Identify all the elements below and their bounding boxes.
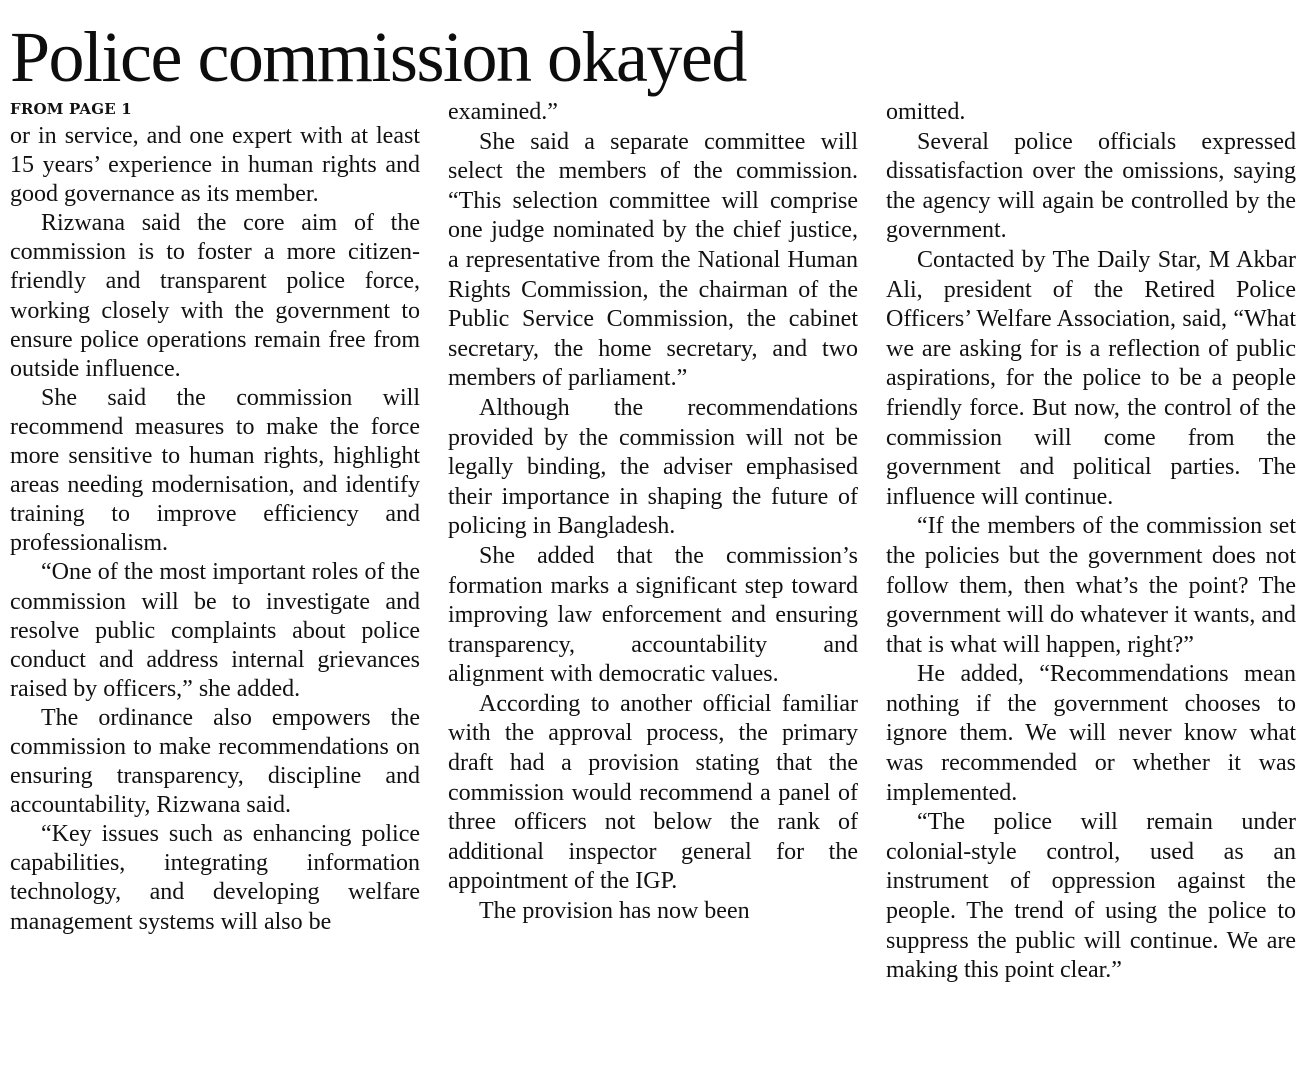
paragraph: Rizwana said the core aim of the commission is to foster a more citizen-friendly and transparent police force, working closely with the government to ensure police operations remain free from outside influence. [10, 210, 420, 382]
paragraph: omitted. [886, 99, 966, 125]
paragraph: “The police will remain under colonial-style control, used as an instrument of oppression against the people. The trend of using the police to suppress the public will continue. We are making this point clear.” [886, 809, 1296, 984]
paragraph: He added, “Recommendations mean nothing if the government chooses to ignore them. We will never know what was recommended or whether it was implemented. [886, 661, 1296, 806]
paragraph: According to another official familiar with the approval process, the primary draft had a provision stating that the commission would recommend a panel of three officers not below the rank of additional inspector general for the appointment of the IGP. [448, 690, 858, 895]
paragraph: She said a separate committee will select the members of the commission. “This selection committee will comprise one judge nominated by the chief justice, a representative from the National Human Rights Commission, the chairman of the Public Service Commission, the cabinet secretary, the home secretary, and two members of parliament.” [448, 128, 858, 392]
paragraph: She added that the commission’s formation marks a significant step toward improving law enforcement and ensuring transparency, accountability and alignment with democratic values. [448, 542, 858, 688]
paragraph: Contacted by The Daily Star, M Akbar Ali, president of the Retired Police Officers’ Welfare Association, said, “What we are asking for is a reflection of public aspirations, for the police to be a people friendly force. But now, the control of the commission will come from the government and political parties. The influence will continue. [886, 246, 1296, 510]
paragraph: The ordinance also empowers the commission to make recommendations on ensuring transparency, discipline and accountability, Rizwana said. [10, 704, 420, 819]
paragraph: or in service, and one expert with at least 15 years’ experience in human rights and good governance as its member. [10, 123, 420, 208]
continued-from-label: FROM PAGE 1 [10, 100, 132, 118]
paragraph: “One of the most important roles of the commission will be to investigate and resolve public complaints about police conduct and address internal grievances raised by officers,” she added. [10, 559, 420, 702]
article-column-2 [448, 98, 858, 1058]
paragraph: Although the recommendations provided by the commission will not be legally binding, the adviser emphasised their importance in shaping the future of policing in Bangladesh. [448, 394, 858, 540]
paragraph: “Key issues such as enhancing police capabilities, integrating information technology, and developing welfare management systems will also be [10, 821, 420, 935]
paragraph: examined.” [448, 99, 558, 125]
article-column-1 [10, 97, 420, 1057]
headline: Police commission okayed [10, 17, 746, 97]
article-column-3 [886, 98, 1296, 1058]
paragraph: The provision has now been [479, 898, 750, 925]
paragraph: “If the members of the commission set the policies but the government does not follow them, then what’s the point? The government will do whatever it wants, and that is what will happen, right?” [886, 513, 1296, 658]
paragraph: She said the commission will recommend measures to make the force more sensitive to human rights, highlight areas needing modernisation, and identify training to improve efficiency and professionalism. [10, 384, 420, 557]
paragraph: Several police officials expressed dissatisfaction over the omissions, saying the agency will again be controlled by the government. [886, 128, 1296, 244]
